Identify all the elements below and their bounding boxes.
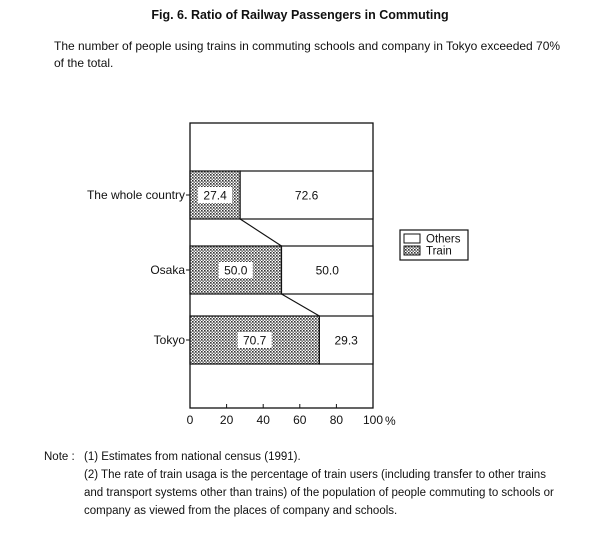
x-tick-label-1: 20 <box>219 413 234 427</box>
data-label-others-1: 50.0 <box>315 263 339 278</box>
note-item-1: (1) Estimates from national census (1991). <box>84 451 301 463</box>
category-label-2: Tokyo <box>153 333 185 347</box>
legend-swatch-train <box>404 246 420 255</box>
x-tick-label-2: 40 <box>256 413 270 427</box>
data-label-train-2: 70.7 <box>243 333 267 348</box>
data-label-train-0: 27.4 <box>203 188 227 203</box>
data-label-others-2: 29.3 <box>334 333 358 348</box>
category-label-0: The whole country <box>86 188 185 202</box>
chart-title: Fig. 6. Ratio of Railway Passengers in Commuting <box>151 8 449 22</box>
chart-description: The number of people using trains in commuting schools and company in Tokyo exceeded 70% of the total. <box>54 39 561 70</box>
note-item-2: (2) The rate of train usaga is the percentage of train users (including transfer to other trains and transport systems other than trains) of the population of people commuting to schools or company as viewed from the places of company and schools. <box>84 469 554 517</box>
legend-label-train: Train <box>426 245 452 258</box>
connector-line-0 <box>240 219 281 246</box>
legend-swatch-others <box>404 234 420 243</box>
x-tick-label-3: 60 <box>293 413 307 427</box>
connector-line-1 <box>282 294 320 316</box>
x-tick-label-0: 0 <box>186 413 194 427</box>
category-label-1: Osaka <box>150 263 185 277</box>
data-label-train-1: 50.0 <box>224 263 248 278</box>
x-unit-label: % <box>385 414 396 428</box>
x-tick-label-4: 80 <box>329 413 344 427</box>
legend-label-others: Others <box>426 233 461 246</box>
note-label: Note : <box>44 451 75 463</box>
x-tick-label-5: 100 <box>362 413 384 427</box>
data-label-others-0: 72.6 <box>294 188 319 203</box>
